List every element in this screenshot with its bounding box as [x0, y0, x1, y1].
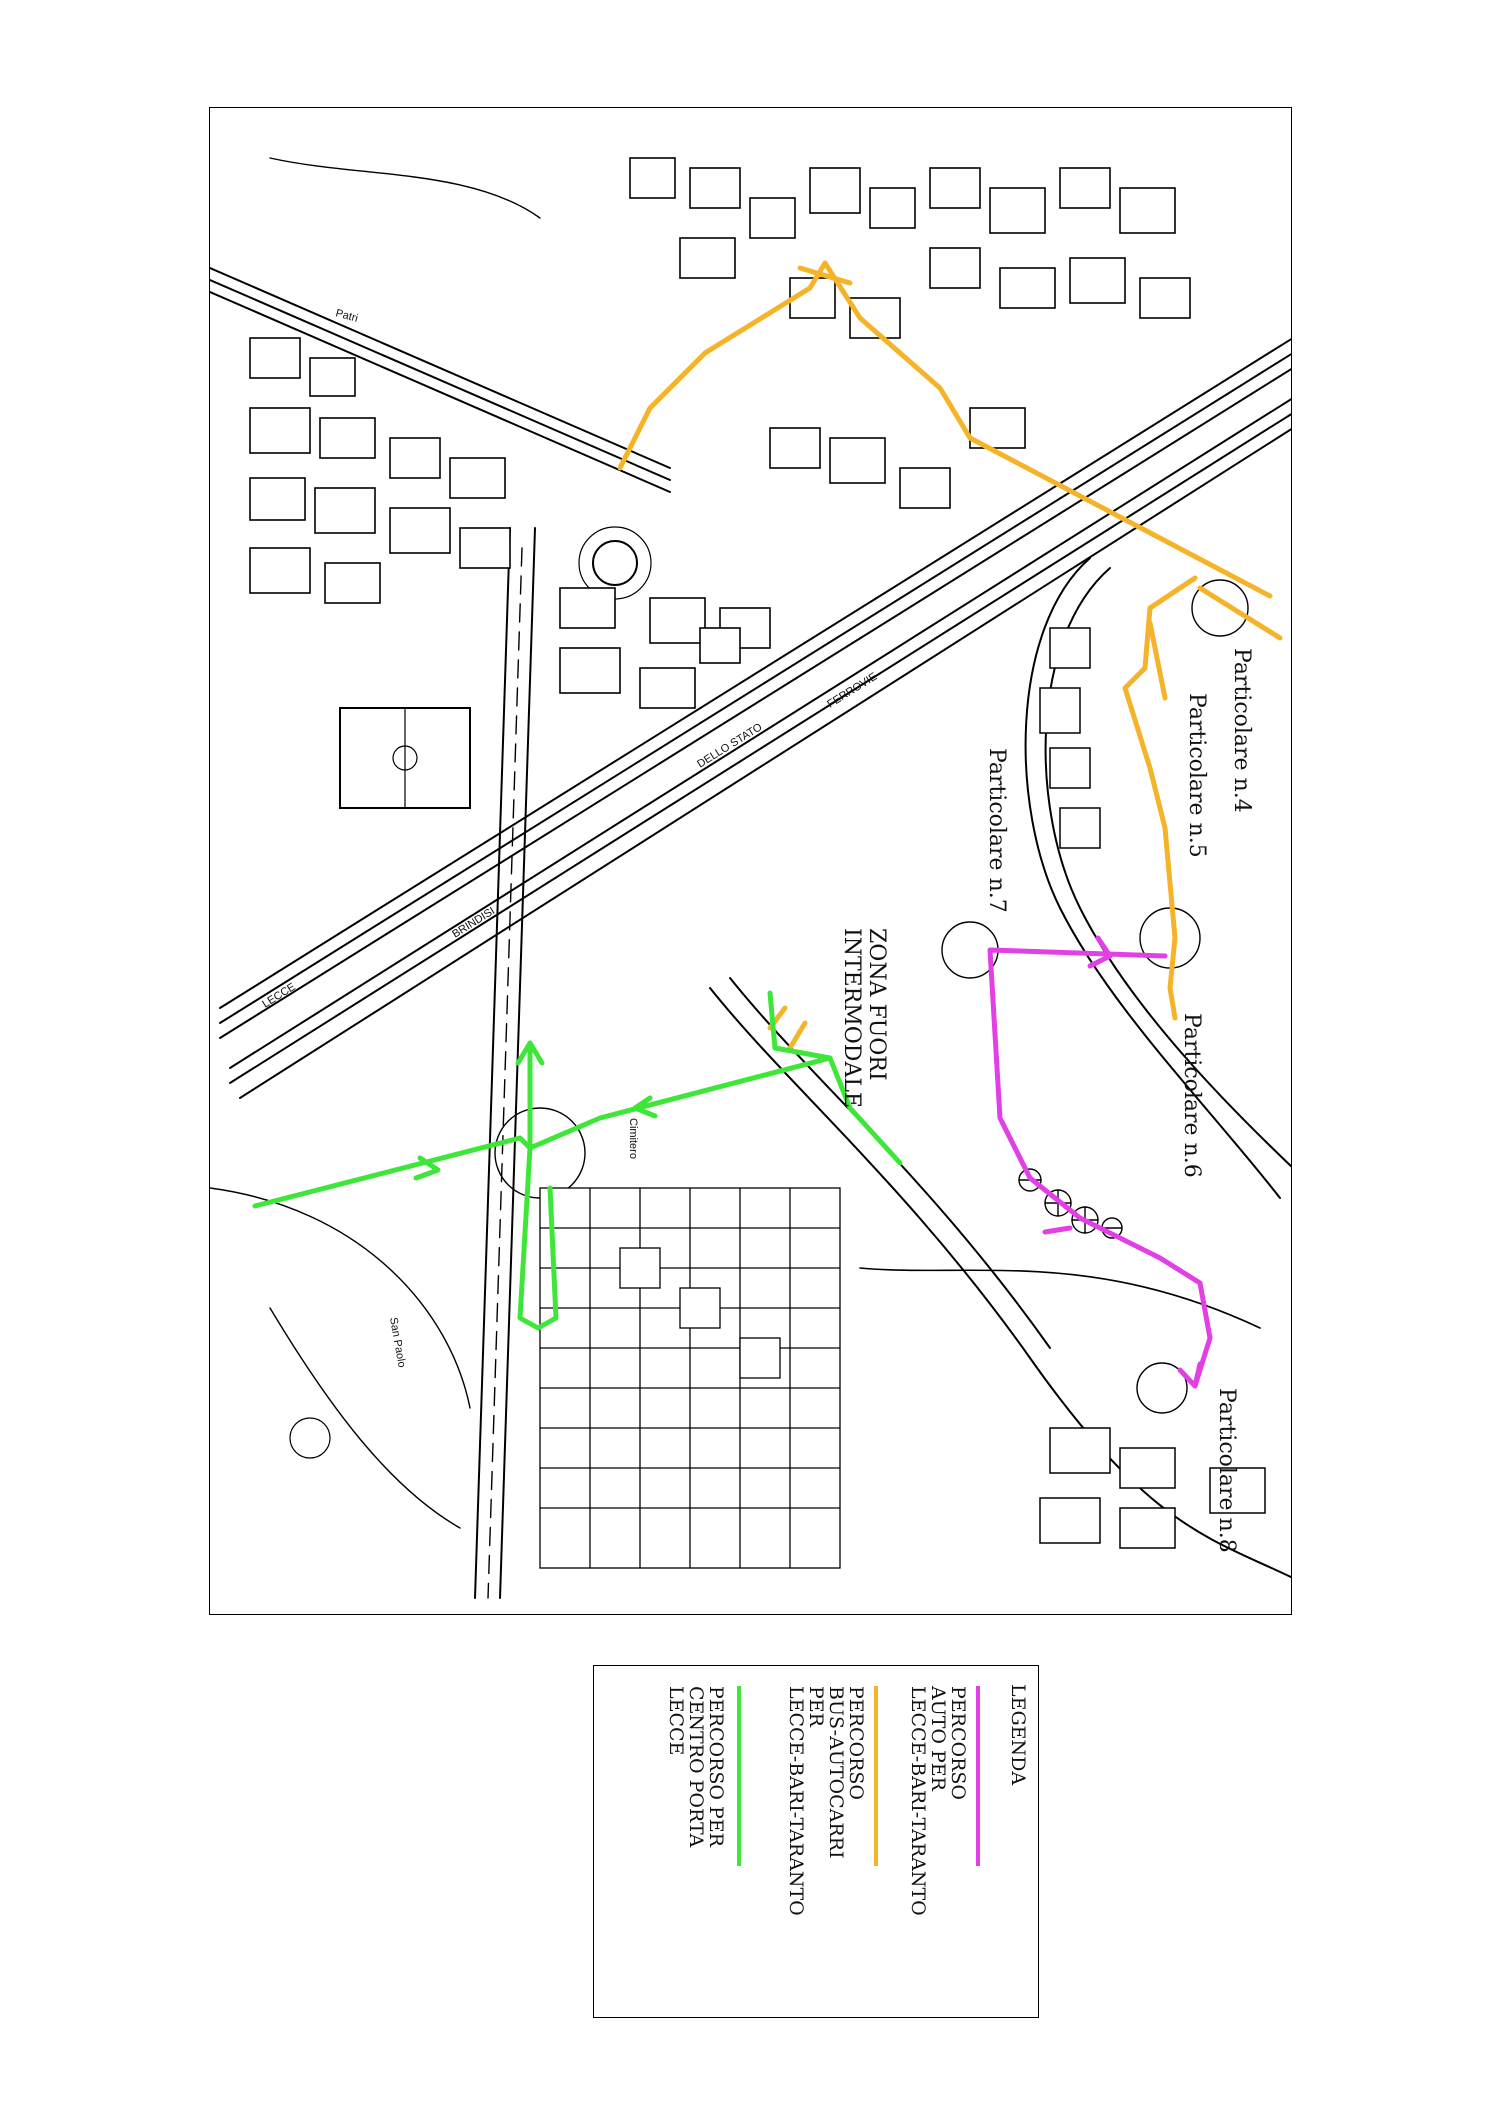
street-label-lecce: LECCE [260, 980, 298, 1011]
roundabout [593, 541, 637, 585]
label-particolare-5: Particolare n.5 [1184, 693, 1209, 858]
route-auto[interactable] [990, 938, 1210, 1386]
street-label-ferrovie: FERROVIE [825, 670, 880, 711]
label-particolare-8: Particolare n.8 [1214, 1388, 1239, 1553]
railway-lines [220, 338, 1292, 1098]
legend-bus-line-3: PER [805, 1686, 827, 1727]
legend-auto-line-1: PERCORSO [947, 1686, 969, 1800]
buildings-upper [250, 158, 1190, 708]
main-road [475, 528, 535, 1598]
street-label-patri: Patri [334, 307, 360, 325]
map-frame[interactable] [209, 107, 1292, 1615]
label-particolare-4: Particolare n.4 [1229, 648, 1254, 813]
legend-auto-line-3: LECCE-BARI-TARANTO [907, 1686, 929, 1916]
legend-auto-line-2: AUTO PER [927, 1686, 949, 1791]
street-label-dello-stato: DELLO STATO [695, 721, 765, 771]
legend-title: LEGENDA [1007, 1684, 1029, 1786]
legend-bus-line-4: LECCE-BARI-TARANTO [785, 1686, 807, 1916]
base-map [210, 158, 1292, 1598]
street-label-san-paolo: San Paolo [387, 1316, 408, 1369]
legend-box [593, 1665, 1039, 2018]
label-zone-1: ZONA FUORI [864, 928, 889, 1081]
legend-centro-line-2: CENTRO PORTA [685, 1686, 707, 1848]
street-label-brindisi: BRINDISI [450, 905, 498, 941]
legend-centro-line-1: PERCORSO PER [705, 1686, 727, 1847]
label-zone-2: INTERMODALE [839, 928, 864, 1108]
legend [594, 1666, 1040, 2019]
cemetery-blocks [540, 1188, 840, 1568]
label-particolare-7: Particolare n.7 [984, 748, 1009, 913]
city-map[interactable] [210, 108, 1292, 1615]
legend-bus-line-2: BUS-AUTOCARRI [825, 1686, 847, 1859]
legend-centro-line-3: LECCE [665, 1686, 687, 1756]
legend-bus-line-1: PERCORSO [845, 1686, 867, 1800]
street-label-cimitero: Cimitero [627, 1118, 639, 1159]
label-particolare-6: Particolare n.6 [1179, 1013, 1204, 1178]
